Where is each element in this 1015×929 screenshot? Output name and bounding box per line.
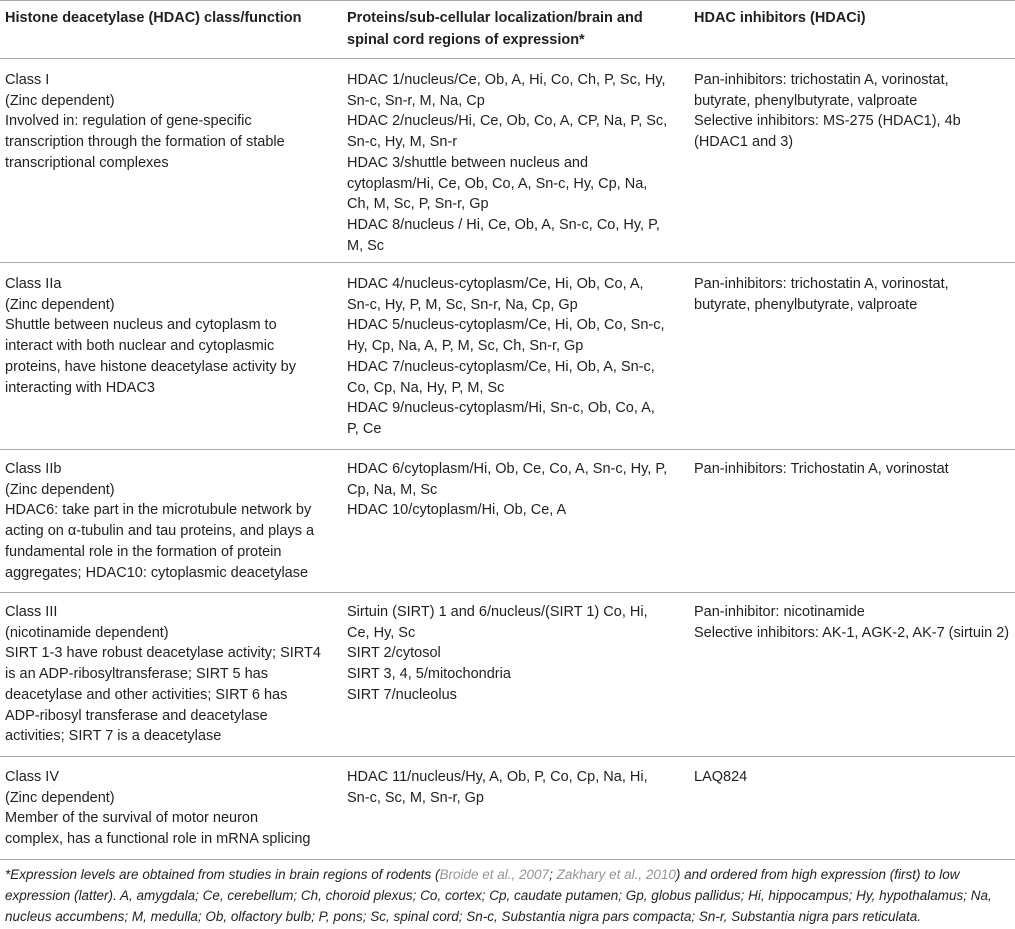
inhibitors-cell (694, 767, 747, 788)
cell-line: HDAC 4/nucleus-cytoplasm/Ce, Hi, Ob, Co, A, (347, 276, 644, 292)
cell-line: transcription through the formation of stable (5, 134, 285, 151)
cell-line: HDAC 1/nucleus/Ce, Ob, A, Hi, Co, Ch, P, Sc, Hy, (347, 72, 666, 88)
table-row-class-iib (0, 459, 1015, 592)
cell-line: complex, has a functional role in mRNA splicing (5, 831, 311, 848)
footnote-text: nucleus accumbens; M, medulla; Ob, olfactory bulb; P, pons; Sc, spinal cord; Sn-c, Substantia nigra pars compacta; Sn-r, Substantia nigra pars reticulata. (5, 909, 921, 924)
footnote-line (5, 885, 992, 906)
row-divider (0, 592, 1015, 593)
table-row-class-i (0, 70, 1015, 262)
cell-line: Pan-inhibitors: trichostatin A, vorinostat, (694, 72, 949, 88)
cell-line: HDAC 2/nucleus/Hi, Ce, Ob, Co, A, CP, Na, P, Sc, (347, 113, 668, 130)
cell-line: HDAC 3/shuttle between nucleus and (347, 154, 589, 171)
cell-line: Pan-inhibitors: Trichostatin A, vorinostat (694, 461, 949, 477)
cell-line: Class III (5, 604, 58, 620)
cell-line: Class IV (5, 769, 59, 785)
column-header-text: HDAC inhibitors (HDACi) (694, 10, 866, 26)
cell-line: M, Sc (347, 237, 385, 254)
cell-line: Shuttle between nucleus and cytoplasm to (5, 317, 277, 334)
citation-link[interactable]: Zakhary et al., 2010 (556, 867, 676, 882)
cell-line: SIRT 7/nucleolus (347, 686, 457, 703)
cell-line: proteins, have histone deacetylase activity by (5, 358, 296, 375)
proteins-localization-cell (347, 459, 667, 521)
cell-line: Pan-inhibitors: trichostatin A, vorinostat, (694, 276, 949, 292)
cell-line: Cp, Na, M, Sc (347, 481, 438, 498)
cell-line: Sn-c, Sc, M, Sn-r, Gp (347, 789, 484, 806)
cell-line: HDAC 9/nucleus-cytoplasm/Hi, Sn-c, Ob, Co, A, (347, 400, 655, 417)
cell-line: SIRT 3, 4, 5/mitochondria (347, 666, 511, 683)
cell-line: Ch, M, Sc, P, Sn-r, Gp (347, 196, 489, 213)
inhibitors-cell (694, 274, 949, 315)
cell-line: cytoplasm/Hi, Ce, Ob, Co, A, Sn-c, Hy, Cp, Na, (347, 175, 648, 192)
cell-line: Sn-c, Sn-r, M, Na, Cp (347, 92, 485, 109)
cell-line: interact with both nuclear and cytoplasmic (5, 338, 275, 355)
footnote-text: ; (549, 867, 557, 882)
table-row-class-iii (0, 602, 1015, 756)
cell-line: Sirtuin (SIRT) 1 and 6/nucleus/(SIRT 1) Co, Hi, (347, 604, 648, 620)
column-header-inhibitors (694, 7, 866, 29)
cell-line: SIRT 2/cytosol (347, 645, 441, 662)
cell-line: interacting with HDAC3 (5, 379, 155, 396)
cell-line: (Zinc dependent) (5, 789, 115, 806)
class-function-cell (5, 767, 310, 850)
class-function-cell (5, 602, 321, 747)
cell-line: HDAC6: take part in the microtubule network by (5, 502, 312, 519)
table-top-rule (0, 0, 1015, 1)
proteins-localization-cell (347, 767, 648, 808)
table-footnote (5, 864, 992, 927)
cell-line: transcriptional complexes (5, 154, 169, 171)
cell-line: LAQ824 (694, 769, 748, 785)
proteins-localization-cell (347, 70, 667, 256)
cell-line: fundamental role in the formation of protein (5, 543, 282, 560)
row-divider (0, 262, 1015, 263)
cell-line: ADP-ribosyl transferase and deacetylase (5, 707, 268, 724)
inhibitors-cell (694, 602, 1009, 643)
column-header-text: Histone deacetylase (HDAC) class/function (5, 10, 302, 26)
cell-line: Class I (5, 72, 50, 88)
column-header-proteins-localization (347, 7, 643, 51)
citation-link[interactable]: Broide et al., 2007 (439, 867, 550, 882)
cell-line: Involved in: regulation of gene-specific (5, 113, 252, 130)
cell-line: Co, Cp, Na, Hy, P, M, Sc (347, 379, 505, 396)
row-divider (0, 756, 1015, 757)
class-function-cell (5, 274, 296, 398)
cell-line: is an ADP-ribosyltransferase; SIRT 5 has (5, 666, 268, 683)
cell-line: Hy, Cp, Na, A, P, M, Sc, Ch, Sn-r, Gp (347, 338, 584, 355)
cell-line: (nicotinamide dependent) (5, 624, 169, 641)
inhibitors-cell (694, 70, 961, 153)
cell-line: HDAC 10/cytoplasm/Hi, Ob, Ce, A (347, 502, 567, 519)
cell-line: Member of the survival of motor neuron (5, 810, 259, 827)
cell-line: butyrate, phenylbutyrate, valproate (694, 92, 918, 109)
cell-line: HDAC 8/nucleus / Hi, Ce, Ob, A, Sn-c, Co, Hy, P, (347, 216, 660, 233)
column-header-class-function (5, 7, 302, 29)
table-bottom-rule (0, 859, 1015, 860)
class-function-cell (5, 459, 314, 583)
column-header-text: Proteins/sub-cellular localization/brain and (347, 10, 643, 26)
cell-line: (Zinc dependent) (5, 481, 115, 498)
cell-line: P, Ce (347, 420, 382, 437)
table-row-class-iia (0, 274, 1015, 449)
proteins-localization-cell (347, 274, 665, 440)
cell-line: Pan-inhibitor: nicotinamide (694, 604, 865, 620)
cell-line: acting on α-tubulin and tau proteins, and plays a (5, 523, 315, 540)
cell-line: (HDAC1 and 3) (694, 134, 794, 151)
header-bottom-rule (0, 58, 1015, 59)
cell-line: (Zinc dependent) (5, 296, 115, 313)
cell-line: activities; SIRT 7 is a deacetylase (5, 728, 222, 745)
proteins-localization-cell (347, 602, 648, 706)
cell-line: HDAC 7/nucleus-cytoplasm/Ce, Hi, Ob, A, Sn-c, (347, 358, 655, 375)
table-header-row (0, 7, 1015, 58)
class-function-cell (5, 70, 285, 174)
row-divider (0, 449, 1015, 450)
inhibitors-cell (694, 459, 949, 480)
cell-line: deacetylase and other activities; SIRT 6 has (5, 686, 288, 703)
cell-line: (Zinc dependent) (5, 92, 115, 109)
cell-line: Sn-c, Hy, M, Sn-r (347, 134, 458, 151)
cell-line: Ce, Hy, Sc (347, 624, 416, 641)
footnote-text: expression (latter). A, amygdala; Ce, cerebellum; Ch, choroid plexus; Co, cortex; Cp, caudate putamen; Gp, globus pallidus; Hi, hippocampus; Hy, hypothalamus; Na, (5, 888, 992, 903)
cell-line: SIRT 1-3 have robust deacetylase activity; SIRT4 (5, 645, 321, 662)
cell-line: HDAC 5/nucleus-cytoplasm/Ce, Hi, Ob, Co, Sn-c, (347, 317, 665, 334)
cell-line: aggregates; HDAC10: cytoplasmic deacetylase (5, 564, 309, 581)
footnote-text: *Expression levels are obtained from studies in brain regions of rodents ( (5, 867, 440, 882)
cell-line: butyrate, phenylbutyrate, valproate (694, 296, 918, 313)
cell-line: HDAC 6/cytoplasm/Hi, Ob, Ce, Co, A, Sn-c, Hy, P, (347, 461, 668, 477)
column-header-text: spinal cord regions of expression* (347, 32, 585, 48)
cell-line: Selective inhibitors: AK-1, AGK-2, AK-7 (sirtuin 2) (694, 624, 1010, 641)
footnote-line (5, 864, 992, 885)
footnote-text: ) and ordered from high expression (first) to low (675, 867, 960, 882)
table-row-class-iv (0, 767, 1015, 859)
cell-line: Class IIa (5, 276, 62, 292)
cell-line: Selective inhibitors: MS-275 (HDAC1), 4b (694, 113, 961, 130)
cell-line: Sn-c, Hy, P, M, Sc, Sn-r, Na, Cp, Gp (347, 296, 578, 313)
cell-line: HDAC 11/nucleus/Hy, A, Ob, P, Co, Cp, Na, Hi, (347, 769, 648, 785)
cell-line: Class IIb (5, 461, 62, 477)
footnote-line (5, 906, 992, 927)
